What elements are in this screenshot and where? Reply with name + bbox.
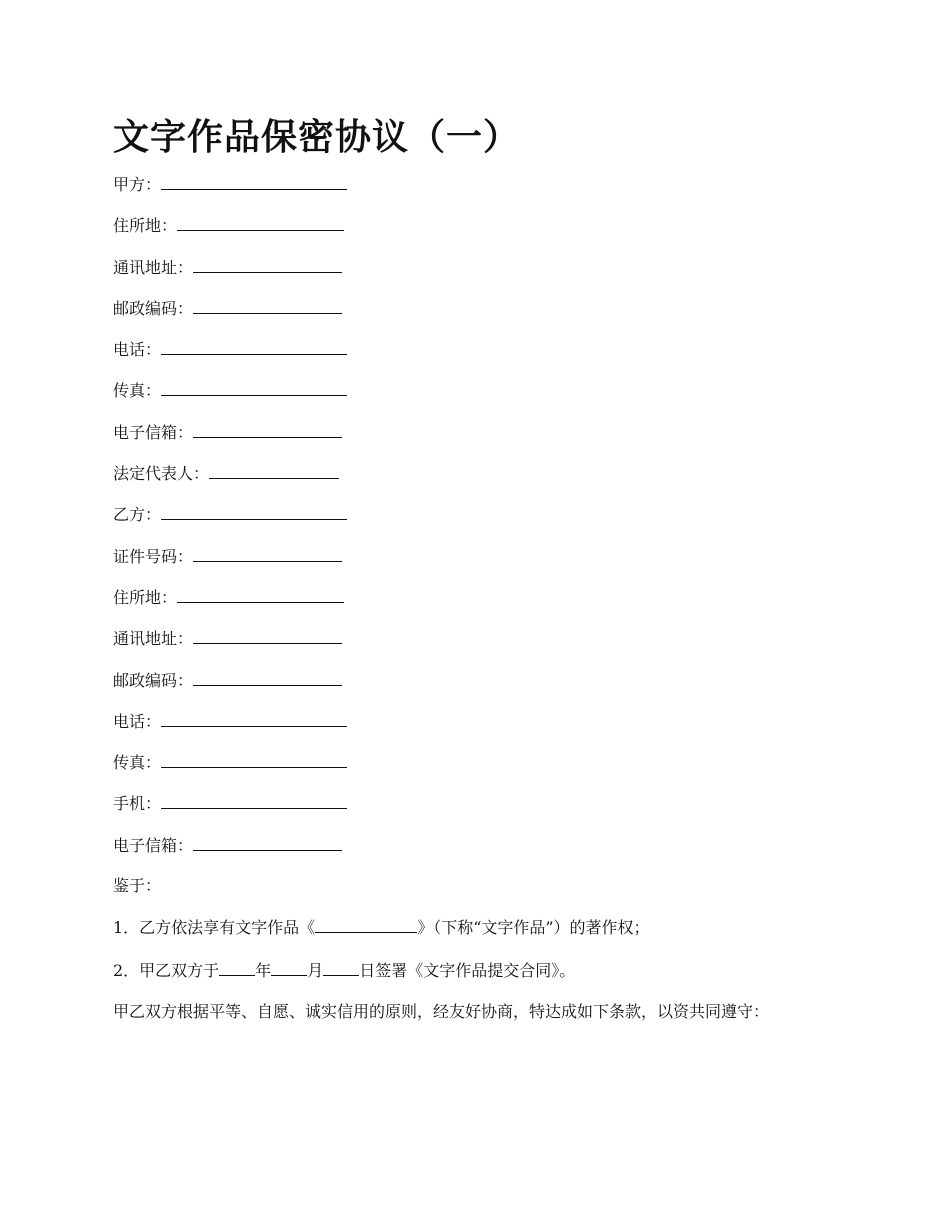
party-b-name-label: 乙方： xyxy=(113,505,162,525)
party-b-fax-field xyxy=(113,751,845,773)
clause-2-prefix: 2．甲乙双方于 xyxy=(113,960,220,980)
clause-2 xyxy=(113,959,845,982)
party-a-postcode-field xyxy=(113,297,845,319)
year-blank[interactable] xyxy=(219,959,255,976)
closing-paragraph: 甲乙双方根据平等、自愿、诚实信用的原则，经友好协商，特达成如下条款，以资共同遵守： xyxy=(113,1001,770,1021)
party-a-fax-field xyxy=(113,379,845,401)
clause-1-suffix: 》（下称“文字作品”）的著作权； xyxy=(417,918,650,938)
party-b-mailing-field xyxy=(113,627,845,649)
party-a-mailing-label: 通讯地址： xyxy=(113,257,194,277)
party-a-rep-field xyxy=(113,462,845,484)
day-blank[interactable] xyxy=(323,959,359,976)
party-b-mobile-blank[interactable] xyxy=(161,792,347,809)
party-a-name-blank[interactable] xyxy=(161,173,347,190)
party-a-postcode-blank[interactable] xyxy=(193,297,342,314)
party-a-rep-label: 法定代表人： xyxy=(113,464,210,484)
party-a-email-label: 电子信箱： xyxy=(113,422,194,442)
party-b-fax-label: 传真： xyxy=(113,753,162,773)
party-a-address-blank[interactable] xyxy=(177,214,344,231)
party-b-mailing-blank[interactable] xyxy=(193,627,342,644)
party-a-mailing-blank[interactable] xyxy=(193,256,342,273)
party-b-id-field xyxy=(113,545,845,567)
party-a-phone-label: 电话： xyxy=(113,340,162,360)
party-b-mobile-field xyxy=(113,792,845,814)
party-b-postcode-field xyxy=(113,669,845,691)
whereas-heading: 鉴于： xyxy=(113,876,162,896)
party-a-mailing-field xyxy=(113,256,845,278)
party-a-email-blank[interactable] xyxy=(193,421,342,438)
party-a-phone-blank[interactable] xyxy=(161,338,347,355)
clause-2-month: 月 xyxy=(307,960,324,980)
party-b-mobile-label: 手机： xyxy=(113,794,162,814)
party-a-postcode-label: 邮政编码： xyxy=(113,298,194,318)
work-title-blank[interactable] xyxy=(315,916,417,933)
party-b-id-blank[interactable] xyxy=(193,545,342,562)
party-b-address-label: 住所地： xyxy=(113,587,178,607)
party-a-email-field xyxy=(113,421,845,443)
party-b-email-blank[interactable] xyxy=(193,834,342,851)
clause-2-suffix: 日签署《文字作品提交合同》。 xyxy=(359,960,576,980)
party-a-name-label: 甲方： xyxy=(113,175,162,194)
clause-2-year: 年 xyxy=(255,960,272,980)
clause-1-prefix: 1．乙方依法享有文字作品《 xyxy=(113,918,316,938)
party-a-address-label: 住所地： xyxy=(113,216,178,236)
month-blank[interactable] xyxy=(271,959,307,976)
document-title: 文字作品保密协议（一） xyxy=(113,116,521,158)
party-b-fax-blank[interactable] xyxy=(161,751,347,768)
party-a-phone-field xyxy=(113,338,845,360)
party-b-phone-field xyxy=(113,710,845,732)
party-b-address-field xyxy=(113,586,845,608)
party-a-name-field xyxy=(113,173,845,195)
party-b-email-field xyxy=(113,834,845,856)
party-a-rep-blank[interactable] xyxy=(209,462,339,479)
party-a-fax-label: 传真： xyxy=(113,381,162,401)
party-b-address-blank[interactable] xyxy=(177,586,344,603)
party-b-name-blank[interactable] xyxy=(161,503,347,520)
party-b-mailing-label: 通讯地址： xyxy=(113,629,194,649)
party-b-postcode-label: 邮政编码： xyxy=(113,670,194,690)
party-b-postcode-blank[interactable] xyxy=(193,669,342,686)
party-b-name-field xyxy=(113,503,845,525)
party-b-phone-blank[interactable] xyxy=(161,710,347,727)
party-a-fax-blank[interactable] xyxy=(161,379,347,396)
clause-1 xyxy=(113,916,845,939)
party-b-email-label: 电子信箱： xyxy=(113,835,194,855)
party-a-address-field xyxy=(113,214,845,236)
party-b-id-label: 证件号码： xyxy=(113,546,194,566)
party-b-phone-label: 电话： xyxy=(113,711,162,731)
